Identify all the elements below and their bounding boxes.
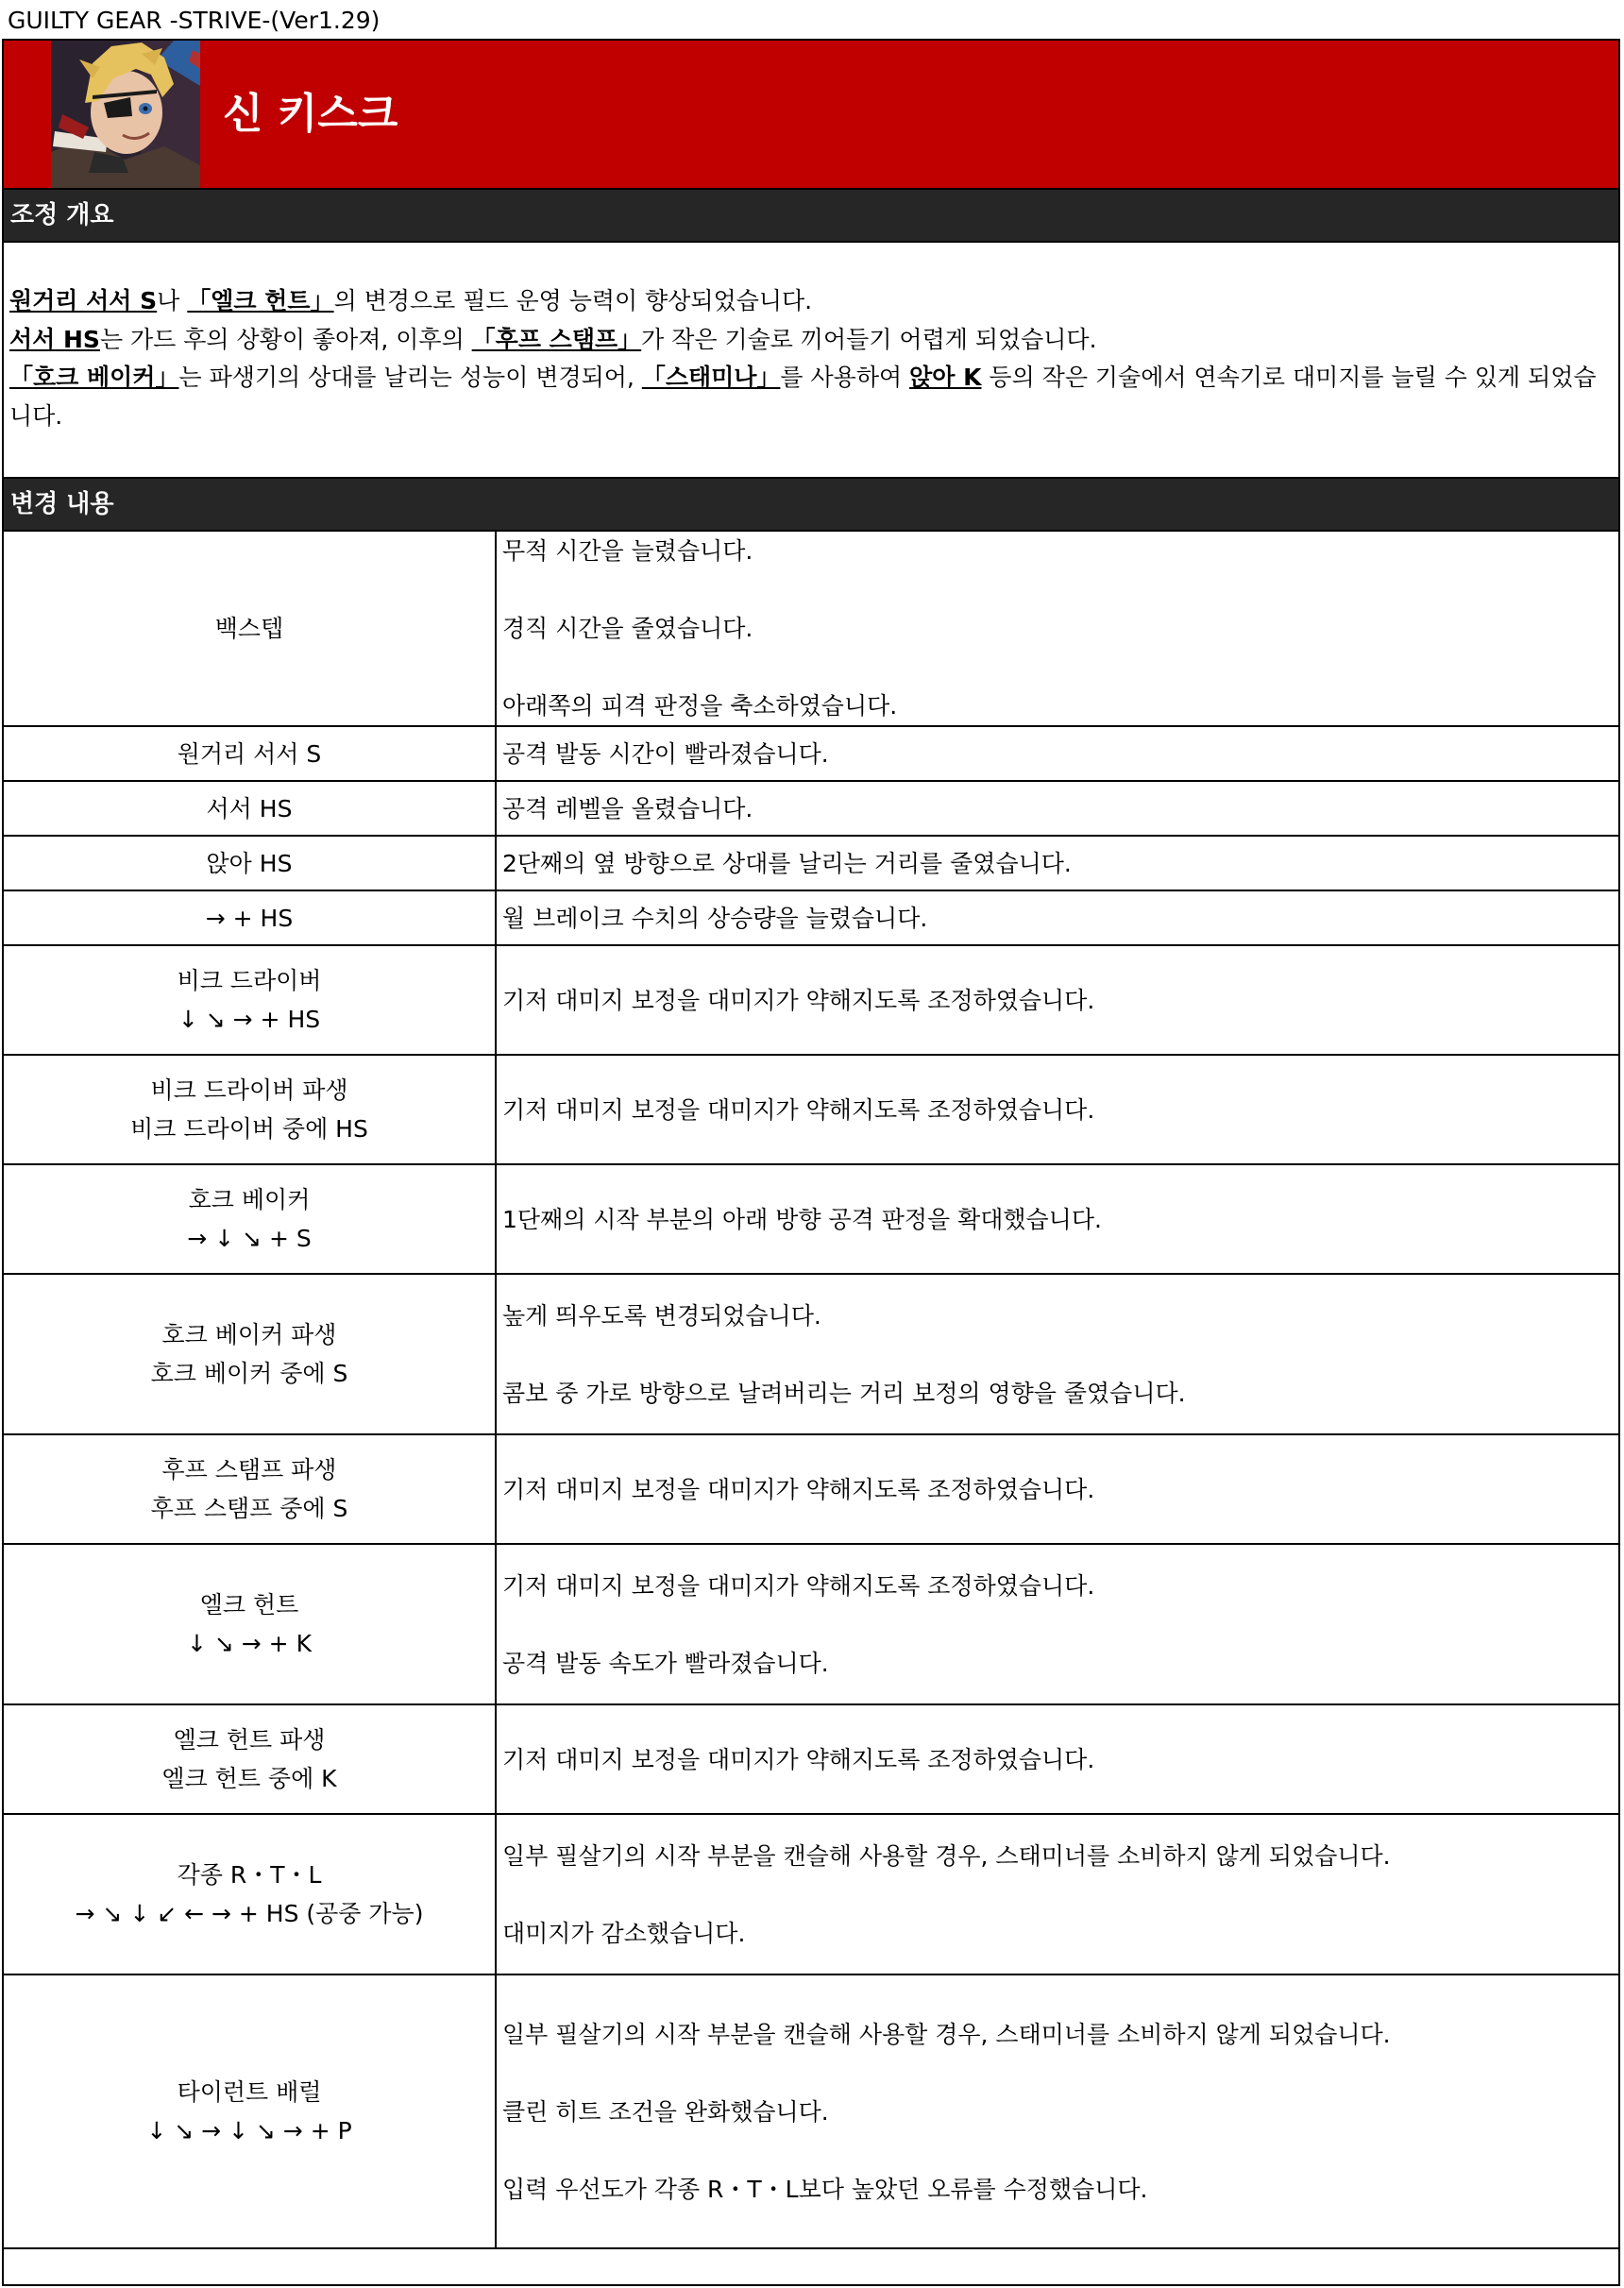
move-name: 비크 드라이버 파생 xyxy=(150,1076,348,1104)
move-name: 백스텝 xyxy=(214,615,284,642)
move-name: 엘크 헌트 xyxy=(199,1591,299,1619)
table-row xyxy=(4,1814,1618,1974)
change-description: 일부 필살기의 시작 부분을 캔슬해 사용할 경우, 스태미너를 소비하지 않게 되었습니다. xyxy=(502,2020,1391,2048)
move-name: → + HS xyxy=(205,904,294,932)
table-row xyxy=(4,836,1618,890)
move-command: 후프 스탬프 중에 S xyxy=(150,1495,348,1522)
highlighted-term: 원거리 서서 S xyxy=(9,287,158,314)
overview-paragraph xyxy=(9,282,1615,321)
overview-text: 가 작은 기술로 끼어들기 어렵게 되었습니다. xyxy=(641,325,1097,353)
move-command: 비크 드라이버 중에 HS xyxy=(130,1115,368,1143)
move-command: 호크 베이커 중에 S xyxy=(150,1360,348,1387)
change-description-cell xyxy=(496,1704,1618,1814)
move-name-cell xyxy=(4,532,496,726)
move-name-cell xyxy=(4,1055,496,1164)
change-description: 기저 대미지 보정을 대미지가 약해지도록 조정하였습니다. xyxy=(502,1475,1095,1503)
change-description: 높게 띄우도록 변경되었습니다. xyxy=(502,1301,821,1330)
table-row xyxy=(4,945,1618,1055)
change-description: 기저 대미지 보정을 대미지가 약해지도록 조정하였습니다. xyxy=(502,1571,1095,1600)
section-header-overview: 조정 개요 xyxy=(4,188,1618,243)
move-name-cell xyxy=(4,1164,496,1274)
change-description: 1단째의 시작 부분의 아래 방향 공격 판정을 확대했습니다. xyxy=(502,1205,1102,1233)
move-name-cell xyxy=(4,890,496,945)
table-row xyxy=(4,1544,1618,1704)
patch-notes-sheet xyxy=(2,39,1620,2286)
character-portrait xyxy=(51,41,200,188)
move-name-cell xyxy=(4,726,496,781)
move-command: ↓ ↘ → + K xyxy=(187,1630,312,1657)
move-command: ↓ ↘ → + HS xyxy=(178,1006,321,1033)
change-description-cell xyxy=(496,1814,1618,1974)
change-description: 월 브레이크 수치의 상승량을 늘렸습니다. xyxy=(502,904,928,932)
move-name-cell xyxy=(4,1434,496,1544)
table-row xyxy=(4,1974,1618,2248)
move-command: ↓ ↘ → ↓ ↘ → + P xyxy=(146,2117,352,2144)
change-description: 대미지가 감소했습니다. xyxy=(502,1919,746,1947)
overview-paragraph xyxy=(9,321,1615,360)
change-description-cell xyxy=(496,781,1618,836)
overview-text: 는 가드 후의 상황이 좋아져, 이후의 xyxy=(99,325,472,353)
table-row xyxy=(4,1164,1618,1274)
move-name: 엘크 헌트 파생 xyxy=(173,1726,326,1754)
change-description-cell xyxy=(496,1164,1618,1274)
move-name: 비크 드라이버 xyxy=(177,967,322,994)
table-row xyxy=(4,1274,1618,1434)
table-row xyxy=(4,1704,1618,1814)
table-row xyxy=(4,1055,1618,1164)
highlighted-term: 서서 HS xyxy=(9,325,100,353)
change-description-cell xyxy=(496,945,1618,1055)
overview-text: 는 파생기의 상대를 날리는 성능이 변경되어, xyxy=(178,364,642,391)
move-name: 원거리 서서 S xyxy=(177,739,322,768)
change-description: 입력 우선도가 각종 R・T・L보다 높았던 오류를 수정했습니다. xyxy=(502,2175,1148,2203)
move-name-cell xyxy=(4,1274,496,1434)
change-description: 클린 히트 조건을 완화했습니다. xyxy=(502,2097,829,2126)
change-description-cell xyxy=(496,890,1618,945)
overview-text: 를 사용하여 xyxy=(780,364,910,391)
change-description-cell xyxy=(496,1974,1618,2248)
change-description-cell xyxy=(496,1544,1618,1704)
move-name-cell xyxy=(4,1974,496,2248)
change-description-cell xyxy=(496,1434,1618,1544)
highlighted-term: 「엘크 헌트」 xyxy=(187,287,334,314)
change-description: 일부 필살기의 시작 부분을 캔슬해 사용할 경우, 스태미너를 소비하지 않게 되었습니다. xyxy=(502,1841,1391,1870)
table-row xyxy=(4,781,1618,836)
move-command: → ↓ ↘ + S xyxy=(187,1225,312,1252)
change-description-cell xyxy=(496,532,1618,726)
table-row xyxy=(4,1434,1618,1544)
change-description: 공격 발동 시간이 빨라졌습니다. xyxy=(502,739,829,768)
change-description-cell xyxy=(496,1055,1618,1164)
move-name-cell xyxy=(4,945,496,1055)
table-row xyxy=(4,890,1618,945)
character-banner xyxy=(4,41,1618,188)
overview-text: 등의 작은 기술에서 연속기로 대미지를 늘릴 수 있게 되었습니다. xyxy=(9,364,1597,430)
change-description-cell xyxy=(496,1274,1618,1434)
change-description-cell xyxy=(496,726,1618,781)
move-name-cell xyxy=(4,1544,496,1704)
move-name-cell xyxy=(4,1704,496,1814)
change-description: 기저 대미지 보정을 대미지가 약해지도록 조정하였습니다. xyxy=(502,986,1095,1014)
highlighted-term: 「후프 스탬프」 xyxy=(471,325,642,353)
move-name-cell xyxy=(4,781,496,836)
change-description: 공격 발동 속도가 빨라졌습니다. xyxy=(502,1649,829,1677)
move-name: 후프 스탬프 파생 xyxy=(161,1456,337,1483)
move-command: → ↘ ↓ ↙ ← → + HS (공중 가능) xyxy=(75,1900,424,1927)
highlighted-term: 앉아 K xyxy=(909,364,982,391)
move-name: 호크 베이커 파생 xyxy=(161,1321,337,1348)
table-row xyxy=(4,726,1618,781)
move-name: 각종 R・T・L xyxy=(177,1861,322,1889)
change-description-cell xyxy=(496,836,1618,890)
change-description: 무적 시간을 늘렸습니다. xyxy=(502,537,753,565)
overview-text: 나 xyxy=(157,287,188,314)
section-header-changes: 변경 내용 xyxy=(4,477,1618,532)
table-row xyxy=(4,532,1618,726)
overview-paragraph xyxy=(9,359,1615,435)
change-description: 기저 대미지 보정을 대미지가 약해지도록 조정하였습니다. xyxy=(502,1745,1095,1773)
character-name: 신 키스크 xyxy=(223,90,398,138)
change-description: 기저 대미지 보정을 대미지가 약해지도록 조정하였습니다. xyxy=(502,1095,1095,1124)
portrait-illustration-icon xyxy=(51,41,200,188)
document-title: GUILTY GEAR -STRIVE-(Ver1.29) xyxy=(8,7,381,34)
change-description: 콤보 중 가로 방향으로 날려버리는 거리 보정의 영향을 줄였습니다. xyxy=(502,1379,1186,1407)
highlighted-term: 「스태미나」 xyxy=(641,364,781,391)
change-description: 아래쪽의 피격 판정을 축소하였습니다. xyxy=(502,692,898,720)
overview-summary xyxy=(9,282,1615,435)
move-name: 서서 HS xyxy=(206,794,293,822)
move-name: 앉아 HS xyxy=(206,849,293,877)
highlighted-term: 「호크 베이커」 xyxy=(9,364,179,391)
move-name: 타이런트 배럴 xyxy=(177,2078,322,2106)
move-name: 호크 베이커 xyxy=(188,1186,311,1213)
move-name-cell xyxy=(4,836,496,890)
move-name-cell xyxy=(4,1814,496,1974)
move-command: 엘크 헌트 중에 K xyxy=(161,1765,337,1792)
change-description: 경직 시간을 줄였습니다. xyxy=(502,615,753,642)
change-description: 2단째의 옆 방향으로 상대를 날리는 거리를 줄였습니다. xyxy=(502,849,1072,877)
overview-text: 의 변경으로 필드 운영 능력이 향상되었습니다. xyxy=(333,287,813,314)
change-description: 공격 레벨을 올렸습니다. xyxy=(502,794,753,822)
changes-table xyxy=(4,532,1618,2249)
